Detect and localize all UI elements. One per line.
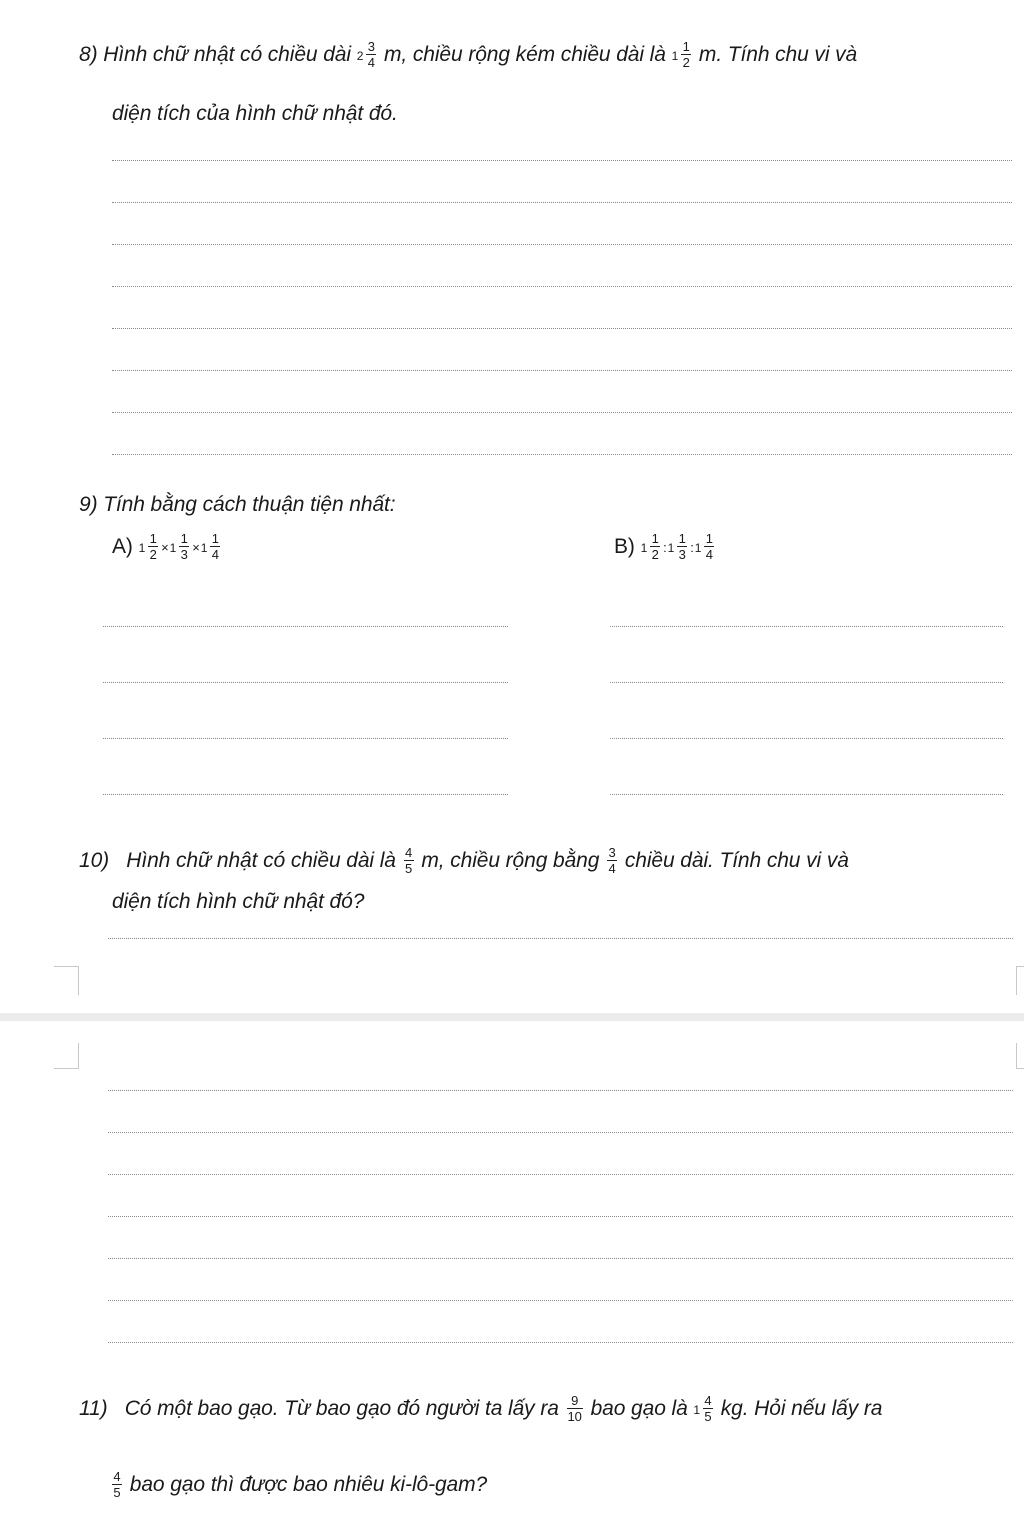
q11-mass-fraction: $\frac{4}{5}$ bbox=[704, 1393, 712, 1424]
q11-text-c: kg. Hỏi nếu lấy ra bbox=[720, 1397, 883, 1421]
answer-line bbox=[112, 244, 1012, 245]
q8-length-whole: 2 bbox=[356, 48, 364, 63]
answer-line bbox=[610, 738, 1003, 739]
answer-line bbox=[108, 1258, 1013, 1259]
q11-mass-whole: 1 bbox=[693, 1402, 700, 1417]
q10-line-2: diện tích hình chữ nhật đó? bbox=[112, 890, 365, 913]
q8-line-1 bbox=[79, 40, 857, 71]
q8-text-c: m. Tính chu vi và bbox=[698, 43, 858, 67]
q9-b-fraction-3: $\frac{1}{4}$ bbox=[705, 531, 713, 562]
q8-diff-fraction: $\frac{1}{2}$ bbox=[682, 39, 690, 70]
answer-line bbox=[103, 738, 508, 739]
q9-a-fraction-3: $\frac{1}{4}$ bbox=[211, 531, 219, 562]
page-corner-mark bbox=[54, 966, 79, 995]
q9-part-b: B) 1 $\frac{1}{2}$ :1 $\frac{1}{3}$ :1 $\frac{1}{4}$ bbox=[614, 531, 713, 562]
q11-line-2 bbox=[110, 1470, 487, 1501]
q9-a-operator: × bbox=[192, 540, 200, 555]
q10-number: 10) bbox=[79, 849, 110, 873]
q9-a-fraction-2: $\frac{1}{3}$ bbox=[180, 531, 188, 562]
answer-line bbox=[112, 160, 1012, 161]
answer-line bbox=[112, 328, 1012, 329]
answer-line bbox=[108, 1174, 1013, 1175]
answer-line bbox=[108, 1090, 1013, 1091]
q8-text-a: Hình chữ nhật có chiều dài bbox=[103, 43, 351, 67]
q11-part-fraction: $\frac{9}{10}$ bbox=[567, 1393, 582, 1424]
q9-b-fraction-2: $\frac{1}{3}$ bbox=[678, 531, 686, 562]
answer-line bbox=[103, 682, 508, 683]
answer-line bbox=[108, 1132, 1013, 1133]
answer-line bbox=[610, 794, 1003, 795]
q10-line-1 bbox=[79, 846, 849, 877]
q8-text-b: m, chiều rộng kém chiều dài là bbox=[384, 43, 666, 67]
q11-line-2-text: bao gạo thì được bao nhiêu ki-lô-gam? bbox=[129, 1473, 488, 1497]
answer-line bbox=[108, 1300, 1013, 1301]
answer-line bbox=[103, 794, 508, 795]
q9-b-operator: : bbox=[690, 540, 694, 555]
q11-line-1 bbox=[79, 1394, 882, 1425]
q8-number: 8) bbox=[79, 43, 98, 67]
q10-ratio-fraction: $\frac{3}{4}$ bbox=[608, 845, 616, 876]
q11-text-a: Có một bao gạo. Từ bao gạo đó người ta lấy ra bbox=[124, 1397, 559, 1421]
q10-text-a: Hình chữ nhật có chiều dài là bbox=[126, 849, 396, 873]
answer-line bbox=[103, 626, 508, 627]
answer-line bbox=[112, 286, 1012, 287]
q9-part-a: A) 1 $\frac{1}{2}$ ×1 $\frac{1}{3}$ ×1 $\frac{1}{4}$ bbox=[112, 531, 219, 562]
q11-number: 11) bbox=[79, 1397, 108, 1421]
answer-line bbox=[112, 412, 1012, 413]
answer-line bbox=[112, 370, 1012, 371]
page-corner-mark bbox=[1016, 1043, 1024, 1069]
page-corner-mark bbox=[1016, 966, 1024, 995]
q9-a-fraction-1: $\frac{1}{2}$ bbox=[149, 531, 157, 562]
q9-b-operator: : bbox=[663, 540, 667, 555]
q11-text-b: bao gạo là bbox=[590, 1397, 688, 1421]
page-break bbox=[0, 1013, 1024, 1021]
q8-length-fraction: $\frac{3}{4}$ bbox=[367, 39, 375, 70]
q10-text-c: chiều dài. Tính chu vi và bbox=[624, 849, 849, 873]
page-corner-mark bbox=[54, 1043, 79, 1069]
q9-b-fraction-1: $\frac{1}{2}$ bbox=[651, 531, 659, 562]
q10-text-b: m, chiều rộng bằng bbox=[421, 849, 600, 873]
answer-line bbox=[108, 1342, 1013, 1343]
q9-a-label: A) bbox=[112, 535, 133, 559]
q9-a-operator: × bbox=[161, 540, 169, 555]
answer-line bbox=[108, 1216, 1013, 1217]
q10-length-fraction: $\frac{4}{5}$ bbox=[405, 845, 413, 876]
answer-line bbox=[610, 682, 1003, 683]
answer-line bbox=[108, 938, 1013, 939]
q9-b-label: B) bbox=[614, 535, 635, 559]
q11-ask-fraction: $\frac{4}{5}$ bbox=[113, 1469, 121, 1500]
q9-title: 9) Tính bằng cách thuận tiện nhất: bbox=[79, 493, 396, 516]
answer-line bbox=[112, 202, 1012, 203]
q8-diff-whole: 1 bbox=[671, 48, 679, 63]
answer-line bbox=[610, 626, 1003, 627]
answer-line bbox=[112, 454, 1012, 455]
q8-line-2: diện tích của hình chữ nhật đó. bbox=[112, 102, 398, 125]
